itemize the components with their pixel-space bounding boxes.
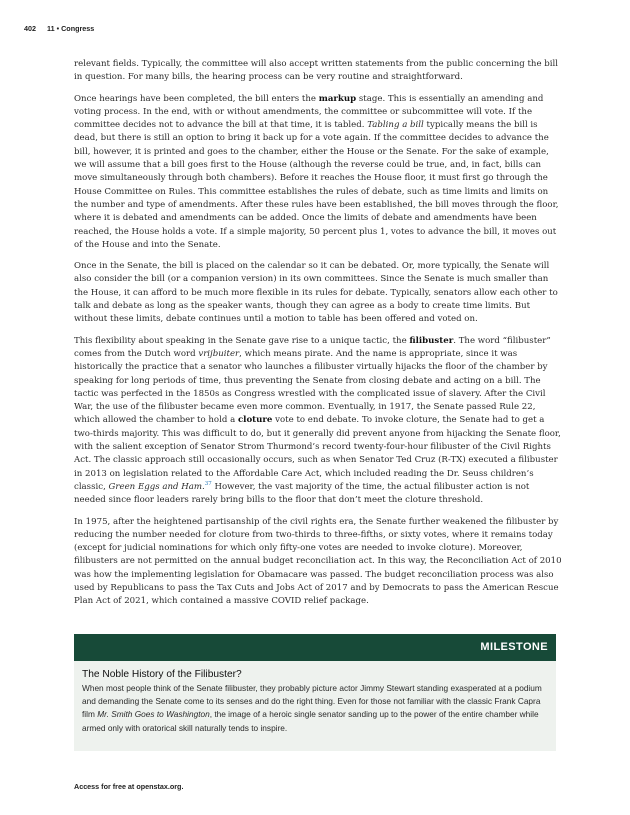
milestone-feature-box: [74, 634, 556, 751]
paragraph: [74, 516, 562, 609]
text-run: vote to end debate. To invoke cloture, the Senate had to get a two-thirds majority. This was difficult to do, but it generally did prevent anyone from hijacking the Senate floor, with the salient exception of Senator Strom Thurmond’s record twenty-four-hour filibuster of the Civil Rights Act. The classic approach still occasionally occurs, such as when Senator Ted Cruz (R-TX) executed a filibuster in 2013 on legislation related to the Affordable Care Act, which included reading the Dr. Seuss children’s classic,: [74, 415, 561, 492]
text-run: . The word “filibuster” comes from the Dutch word: [74, 335, 551, 359]
milestone-body: [82, 682, 548, 735]
paragraph: [74, 335, 562, 508]
paragraph: [74, 58, 562, 85]
body-text: [74, 58, 562, 617]
italic-text: Mr. Smith Goes to Washington: [97, 709, 210, 720]
page-number: 402: [24, 24, 36, 33]
text-run: .: [202, 481, 205, 492]
text-run: relevant fields. Typically, the committee will also accept written statements from the public concerning the bill in question. For many bills, the hearing process can be very routine and straightforward.: [74, 59, 559, 83]
italic-text: vrijbuiter: [198, 348, 240, 359]
bold-term: filibuster: [409, 335, 454, 346]
running-header: [24, 24, 94, 33]
chapter-title: 11 • Congress: [47, 24, 95, 33]
text-run: , which means pirate. And the name is appropriate, since it was historically the practice that a senator who launches a filibuster virtually hijacks the floor of the chamber by speaking for long periods of time, thus preventing the Senate from closing debate and acting on a bill. The tactic was perfected in the 1850s as Congress wrestled with the complicated issue of slavery. After the Civil War, the use of the filibuster became even more common. Eventually, in 1917, the Senate passed Rule 22, which allowed the chamber to hold a: [74, 348, 548, 426]
text-run: stage. This is essentially an amending and voting process. In the end, with or without amendments, the committee or subcommittee will vote. If the committee decides not to advance the bill at that time, it is tabled.: [74, 93, 544, 131]
text-run: However, the vast majority of the time, the actual filibuster action is not needed since floor leaders rarely bring bills to the floor that don’t meet the cloture threshold.: [74, 481, 530, 506]
footer-link[interactable]: Access for free at openstax.org.: [74, 782, 184, 791]
paragraph: [74, 260, 562, 326]
bold-term: markup: [318, 93, 357, 104]
paragraph: [74, 93, 562, 253]
text-run: , the image of a heroic single senator sanding up to the power of the entire chamber while armed only with oratorical skill naturally tends to inspire.: [82, 709, 539, 733]
milestone-label: MILESTONE: [74, 634, 556, 661]
text-run: In 1975, after the heightened partisanship of the civil rights era, the Senate further weakened the filibuster by reducing the number needed for cloture from two-thirds to three-fifths, or sixty votes, where it remains today (except for judicial nominations for which only fifty-one votes are needed to invoke cloture). Moreover, filibusters are not permitted on the annual budget reconciliation act. In this way, the Reconciliation Act of 2010 was how the implementing legislation for Obamacare was passed. The budget reconciliation process was also used by Republicans to pass the Tax Cuts and Jobs Act of 2017 and by Democrats to pass the American Rescue Plan Act of 2021, which contained a massive COVID relief package.: [74, 516, 562, 607]
italic-text: Tabling a bill: [367, 120, 424, 131]
milestone-title: The Noble History of the Filibuster?: [82, 669, 242, 680]
footnote-ref[interactable]: 37: [204, 481, 212, 488]
bold-term: cloture: [237, 415, 273, 426]
text-run: This flexibility about speaking in the Senate gave rise to a unique tactic, the: [74, 335, 410, 346]
text-run: Once hearings have been completed, the bill enters the: [74, 93, 319, 104]
italic-text: Green Eggs and Ham: [108, 481, 203, 492]
text-run: typically means the bill is dead, but there is still an option to bring it back up for a vote again. If the committee decides to advance the bill, however, it is printed and goes to the chamber, either the House or the Senate. For the sake of example, we will assume that a bill goes first to the House (although the reverse could be true, and, in fact, bills can move simultaneously through both chambers). Before it reaches the House floor, it must first go through the House Committee on Rules. This committee establishes the rules of debate, such as time limits and limits on the number and type of amendments. After these rules have been established, the bill moves through the floor, where it is debated and amendments can be added. Once the limits of debate and amendments have been reached, the House holds a vote. If a simple majority, 50 percent plus 1, votes to advance the bill, it moves out of the House and into the Senate.: [74, 120, 559, 250]
text-run: Once in the Senate, the bill is placed on the calendar so it can be debated. Or, more typically, the Senate will also consider the bill (or a companion version) in its own committees. Since the Senate is much smaller than the House, it can afford to be much more flexible in its rules for debate. Typically, senators allow each other to talk and debate as long as the speaker wants, though they can agree as a body to create time limits. But without these limits, debate continues until a motion to table has been offered and voted on.: [74, 261, 558, 325]
text-run: When most people think of the Senate filibuster, they probably picture actor Jimmy Stewart standing exasperated at a podium and demanding the Senate come to its senses and do the right thing. Even for those not familiar with the classic Frank Capra film: [82, 683, 542, 720]
